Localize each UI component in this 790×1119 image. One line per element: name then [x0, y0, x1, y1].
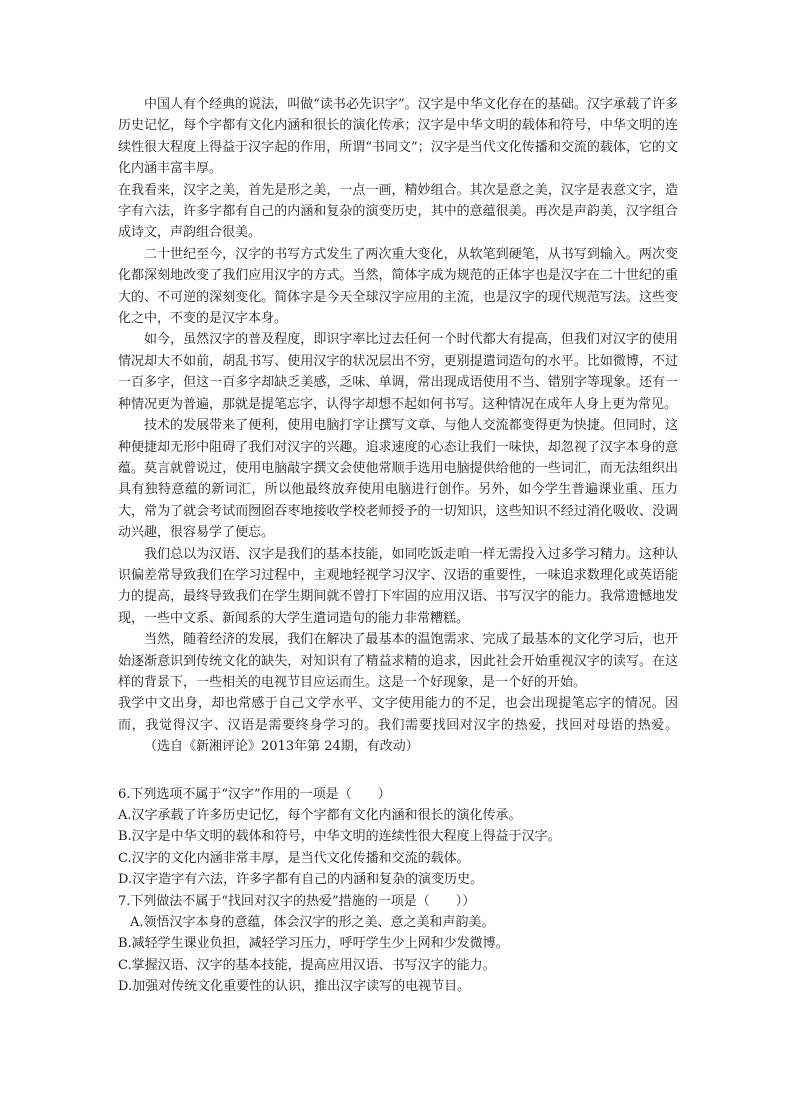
paragraph-8 [118, 693, 678, 757]
section-gap [118, 758, 678, 784]
question-7-option-c: C.掌握汉语、汉字的基本技能，提高应用汉语、书写汉字的能力。 [118, 957, 496, 973]
paragraph-4: 如今，虽然汉字的普及程度，即识字率比过去任何一个时代都大有提高，但我们对汉字的使用情况却大不如前，胡乱书写、使用汉字的状况层出不穷，更别提遣词造句的水平。比如微博，不过一百多字，但这一百多字却缺乏美感，乏味、单调，常出现成语使用不当、错别字等现象。还有一种情况更为普遍，那就是提笔忘字，认得字却想不起如何书写。这种情况在成年人身上更为常见。 [118, 332, 678, 412]
article-source: （选自《新湘评论》2013年第 24期，有改动） [144, 739, 419, 755]
paragraph-7: 当然，随着经济的发展，我们在解决了最基本的温饱需求、完成了最基本的文化学习后，也开始逐渐意识到传统文化的缺失，对知识有了精益求精的追求，因此社会开始重视汉字的读写。在这样的背景下，一些相关的电视节目应运而生。这是一个好现象，是一个好的开始。 [118, 632, 678, 690]
article-body [118, 94, 678, 758]
question-6 [118, 784, 678, 891]
paragraph-2: 在我看来，汉字之美，首先是形之美，一点一画，精妙组合。其次是意之美，汉字是表意文字，造字有六法，许多字都有自己的内涵和复杂的演变历史，其中的意蕴很美。再次是声韵美，汉字组合成诗文，声韵组合很美。 [118, 182, 678, 241]
question-6-option-a: A.汉字承载了许多历史记忆，每个字都有文化内涵和很长的演化传承。 [118, 808, 522, 823]
paragraph-8-text: 我学中文出身，却也常感于自己文学水平、文字使用能力的不足，也会出现提笔忘字的情况。因而，我觉得汉字、汉语是需要终身学习的。我们需要找回对汉字的热爱，找回对母语的热爱。 [118, 696, 678, 733]
question-7-option-a: A.领悟汉字本身的意蕴，体会汉字的形之美、意之美和声韵美。 [130, 915, 495, 931]
question-7 [118, 891, 678, 998]
question-7-option-b: B.减轻学生课业负担，减轻学习压力，呼吁学生少上网和少发微博。 [118, 936, 509, 952]
paragraph-5: 技术的发展带来了便利，使用电脑打字让撰写文章、与他人交流都变得更为快捷。但同时，这种便捷却无形中阻碍了我们对汉字的兴趣。追求速度的心态让我们一味快，却忽视了汉字本身的意蕴。莫言就曾说过，使用电脑敲字撰文会使他常顺手选用电脑提供给他的一些词汇，而无法组织出具有独特意蕴的新词汇，所以他最终放弃使用电脑进行创作。另外，如今学生普遍课业重、压力大，常为了就会考试而囫囵吞枣地接收学校老师授予的一切知识，这些知识不经过消化吸收、没调动兴趣，很容易学了便忘。 [118, 418, 678, 541]
paragraph-6: 我们总以为汉语、汉字是我们的基本技能，如同吃饭走咱一样无需投入过多学习精力。这种认识偏差常导致我们在学习过程中，主观地轻视学习汉字、汉语的重要性，一味追求数理化或英语能力的提高，最终导致我们在学生期间就不曾打下牢固的应用汉语、书写汉字的能力。我常遗憾地发现，一些中文系、新闻系的大学生遣词造句的能力非常糟糕。 [118, 546, 678, 626]
question-7-option-d: D.加强对传统文化重要性的认识，推出汉字读写的电视节目。 [118, 979, 471, 995]
question-6-option-d: D.汉字造字有六法，许多字都有自己的内涵和复杂的演变历史。 [118, 872, 484, 888]
question-6-option-c: C.汉字的文化内涵非常丰厚，是当代文化传播和交流的载体。 [118, 850, 470, 866]
paragraph-3: 二十世纪至今，汉字的书写方式发生了两次重大变化，从软笔到硬笔，从书写到输入。两次变化都深刻地改变了我们应用汉字的方式。当然，简体字成为规范的正体字也是汉字在二十世纪的重大的、不可逆的深刻变化。简体字是今天全球汉字应用的主流，也是汉字的现代规范写法。这些变化之中，不变的是汉字本身。 [118, 246, 678, 327]
question-6-option-b: B.汉字是中华文明的载体和符号，中华文明的连续性很大程度上得益于汉字。 [118, 829, 561, 845]
question-6-stem: 6.下列选项不属于“汉字”作用的一项是（ ） [118, 786, 391, 802]
document-page [118, 94, 678, 998]
question-7-stem: 7.下列做法不属于“找回对汉字的热爱”措施的一项是（ ）） [118, 893, 476, 909]
paragraph-1: 中国人有个经典的说法，叫做“读书必先识字”。汉字是中华文化存在的基础。汉字承载了许多历史记忆，每个字都有文化内涵和很长的演化传承；汉字是中华文明的载体和符号，中华文明的连续性很大程度上得益于汉字起的作用，所谓“书同文”；汉字是当代文化传播和交流的载体，它的文化内涵丰富丰厚。 [118, 97, 678, 177]
